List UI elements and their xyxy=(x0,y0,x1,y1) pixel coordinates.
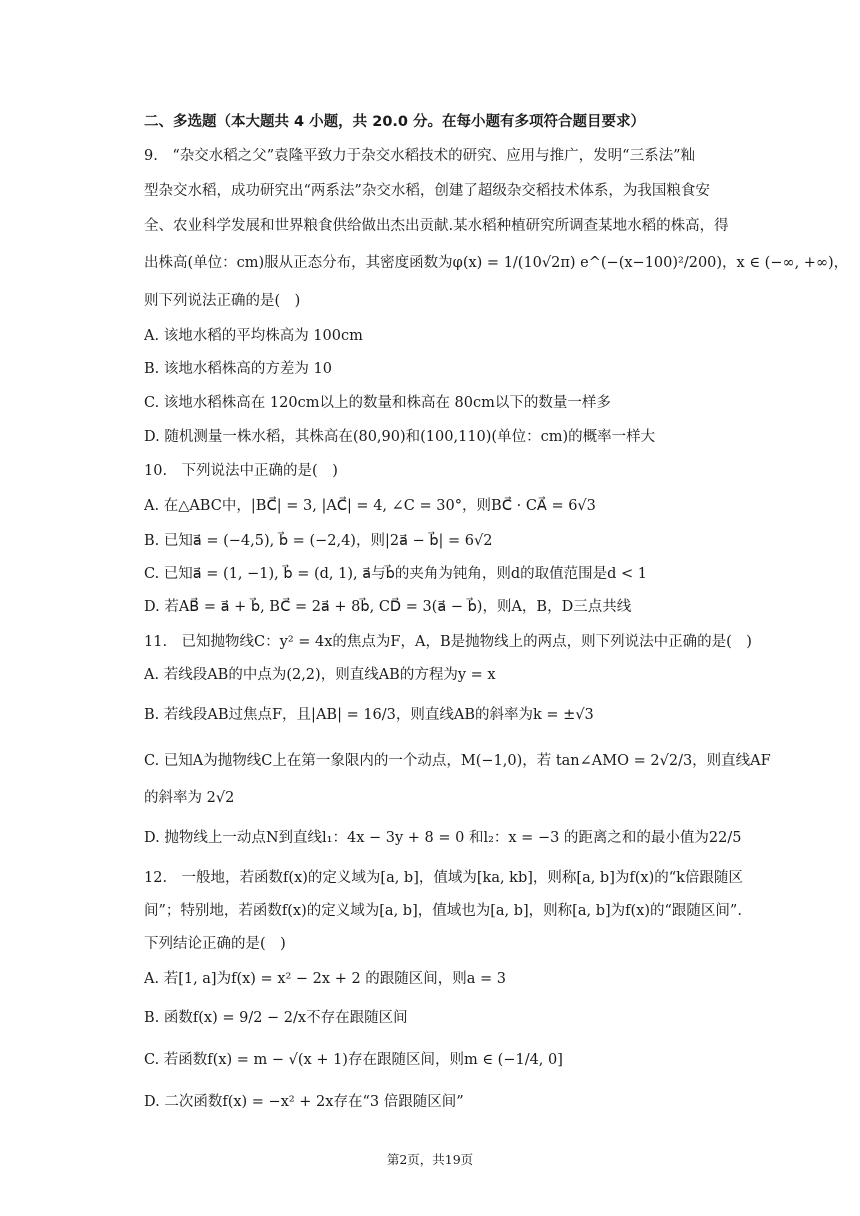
q11-option-a: A. 若线段AB的中点为(2,2)，则直线AB的方程为y = x xyxy=(144,667,496,683)
q9-stem-line-5: 则下列说法正确的是( ) xyxy=(144,293,301,309)
q11-option-c-line-2: 的斜率为 2√2 xyxy=(144,790,235,806)
section-title: 二、多选题（本大题共 4 小题，共 20.0 分。在每小题有多项符合题目要求） xyxy=(144,114,646,130)
q9-option-c: C. 该地水稻株高在 120cm以上的数量和株高在 80cm以下的数量一样多 xyxy=(144,395,611,411)
page-footer: 第2页，共19页 xyxy=(386,1152,474,1167)
q9-stem-line-1: 9. “杂交水稻之父”袁隆平致力于杂交水稻技术的研究、应用与推广，发明“三系法”籼 xyxy=(144,148,695,164)
q9-stem-line-3: 全、农业科学发展和世界粮食供给做出杰出贡献.某水稻种植研究所调查某地水稻的株高，得 xyxy=(144,218,729,234)
q12-option-d: D. 二次函数f(x) = −x² + 2x存在“3 倍跟随区间” xyxy=(144,1094,464,1110)
q9-option-a: A. 该地水稻的平均株高为 100cm xyxy=(144,328,363,344)
q10-option-a: A. 在△ABC中，|BC⃗| = 3, |AC⃗| = 4, ∠C = 30°，则BC⃗ · CA⃗ = 6√3 xyxy=(144,498,596,514)
q10-option-c: C. 已知a⃗ = (1, −1), b⃗ = (d, 1), a⃗与b⃗的夹角为钝角，则d的取值范围是d < 1 xyxy=(144,566,647,582)
q12-option-c: C. 若函数f(x) = m − √(x + 1)存在跟随区间，则m ∈ (−1/4, 0] xyxy=(144,1052,563,1068)
q11-option-d: D. 抛物线上一动点N到直线l₁：4x − 3y + 8 = 0 和l₂：x = −3 的距离之和的最小值为22/5 xyxy=(144,830,742,846)
q12-stem-line-3: 下列结论正确的是( ) xyxy=(144,936,286,952)
q11-option-c-line-1: C. 已知A为抛物线C上在第一象限内的一个动点，M(−1,0)，若 tan∠AMO = 2√2/3，则直线AF xyxy=(144,753,771,769)
q9-option-b: B. 该地水稻株高的方差为 10 xyxy=(144,361,332,377)
q10-option-d: D. 若AB⃗ = a⃗ + b⃗, BC⃗ = 2a⃗ + 8b⃗, CD⃗ = 3(a⃗ − b⃗)，则A，B，D三点共线 xyxy=(144,599,632,615)
q12-stem-line-1: 12. 一般地，若函数f(x)的定义域为[a, b]，值域为[ka, kb]，则称[a, b]为f(x)的“k倍跟随区 xyxy=(144,870,743,886)
q12-option-b: B. 函数f(x) = 9/2 − 2/x不存在跟随区间 xyxy=(144,1010,408,1026)
q9-stem-line-2: 型杂交水稻，成功研究出“两系法”杂交水稻，创建了超级杂交稻技术体系，为我国粮食安 xyxy=(144,183,710,199)
q12-stem-line-2: 间”；特别地，若函数f(x)的定义域为[a, b]，值域也为[a, b]，则称[a, b]为f(x)的“跟随区间”. xyxy=(144,903,742,919)
q11-option-b: B. 若线段AB过焦点F，且|AB| = 16/3，则直线AB的斜率为k = ±√3 xyxy=(144,707,594,723)
q10-stem-line-1: 10. 下列说法中正确的是( ) xyxy=(144,463,338,479)
q9-option-d: D. 随机测量一株水稻，其株高在(80,90)和(100,110)(单位：cm)的概率一样大 xyxy=(144,429,656,445)
q10-option-b: B. 已知a⃗ = (−4,5), b⃗ = (−2,4)，则|2a⃗ − b⃗| = 6√2 xyxy=(144,533,493,549)
q12-option-a: A. 若[1, a]为f(x) = x² − 2x + 2 的跟随区间，则a = 3 xyxy=(144,971,507,987)
q9-stem-line-4: 出株高(单位：cm)服从正态分布，其密度函数为φ(x) = 1/(10√2π) e^(−(x−100)²/200)，x ∈ (−∞, +∞)， xyxy=(144,255,849,271)
q11-stem-line-1: 11. 已知抛物线C：y² = 4x的焦点为F，A，B是抛物线上的两点，则下列说法中正确的是( ) xyxy=(144,634,752,650)
